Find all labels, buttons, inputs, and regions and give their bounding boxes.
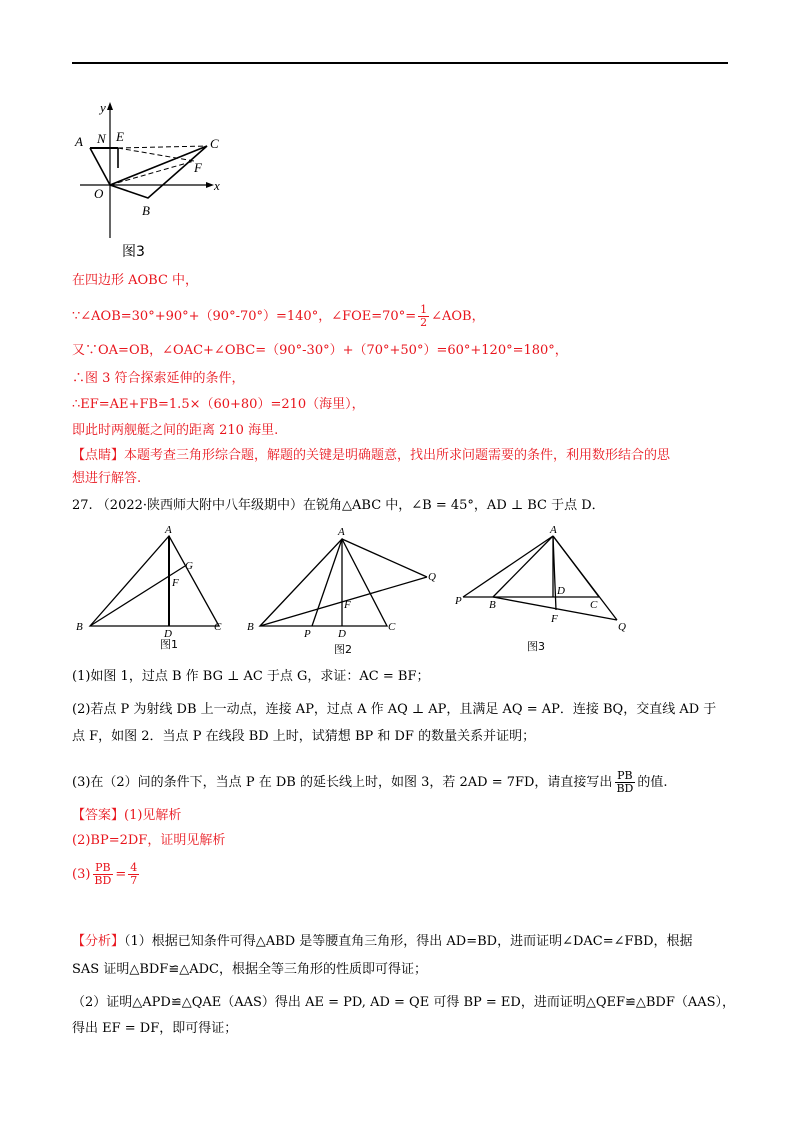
- svg-text:C: C: [590, 599, 598, 611]
- fig1-caption: 图1: [160, 638, 178, 651]
- q27-figure-3: [455, 524, 635, 654]
- svg-text:C: C: [210, 136, 219, 151]
- svg-text:N: N: [97, 131, 106, 146]
- svg-text:F: F: [194, 160, 202, 175]
- q27-part-3: (3)在（2）问的条件下，当点 P 在 DB 的延长线上时，如图 3，若 2AD = 7FD，请直接写出 $\frac{PB}{BD}$ 的值.: [72, 769, 668, 795]
- svg-text:P: P: [304, 628, 311, 640]
- svg-text:D: D: [557, 585, 565, 597]
- solution-line-2: ∵∠AOB=30°+90°+（90°-70°）=140°，∠FOE=70°= $\frac{1}{2}$ ∠AOB，: [72, 303, 485, 329]
- answer-3: (3) $\frac{PB}{BD}$ = $\frac{4}{7}$: [72, 861, 138, 887]
- svg-text:C: C: [214, 621, 222, 633]
- svg-text:B: B: [76, 621, 83, 633]
- dianjing-line-1: 【点睛】本题考查三角形综合题，解题的关键是明确题意，找出所求问题需要的条件，利用数形结合的思: [72, 448, 671, 463]
- fig2-caption: 图2: [334, 643, 352, 654]
- svg-text:Q: Q: [618, 621, 626, 633]
- question-27-intro: 27. （2022·陕西师大附中八年级期中）在锐角△ABC 中，∠B = 45°，AD ⊥ BC 于点 D．: [72, 498, 605, 513]
- label-y: y: [100, 100, 106, 115]
- svg-text:F: F: [172, 577, 179, 589]
- q27-part-1: (1)如图 1，过点 B 作 BG ⊥ AC 于点 G，求证：AC = BF；: [72, 669, 430, 684]
- svg-text:P: P: [455, 595, 462, 607]
- dianjing-line-2: 想进行解答.: [72, 471, 142, 486]
- svg-text:A: A: [550, 524, 557, 536]
- fraction-pb-bd: $\frac{PB}{BD}$: [616, 769, 634, 795]
- svg-text:B: B: [142, 203, 150, 218]
- svg-text:C: C: [388, 621, 396, 633]
- svg-text:A: A: [75, 134, 83, 149]
- figure-3-caption: 图3: [122, 244, 145, 260]
- solution-line-4: ∴图 3 符合探索延伸的条件，: [72, 371, 245, 386]
- solution-line-1: 在四边形 AOBC 中，: [72, 273, 199, 288]
- analysis-line-3: （2）证明△APD≌△QAE（AAS）得出 AE = PD, AD = QE 可得 BP = ED，进而证明△QEF≌△BDF（AAS），: [72, 995, 736, 1010]
- solution-line-3: 又∵OA=OB，∠OAC+∠OBC=（90°-30°）+（70°+50°）=60°+120°=180°，: [72, 343, 568, 358]
- answer-tag: 【答案】(1)见解析: [72, 808, 182, 823]
- svg-text:F: F: [344, 599, 351, 611]
- svg-text:D: D: [338, 628, 346, 640]
- q27-figure-1: [72, 524, 242, 654]
- solution-line-5: ∴EF=AE+FB=1.5×（60+80）=210（海里），: [72, 397, 365, 412]
- svg-text:F: F: [551, 613, 558, 625]
- analysis-line-4: 得出 EF = DF，即可得证；: [72, 1021, 238, 1036]
- analysis-line-2: SAS 证明△BDF≌△ADC，根据全等三角形的性质即可得证；: [72, 962, 427, 977]
- dianjing-tag: 【点睛】: [72, 448, 125, 463]
- answer-2: (2)BP=2DF，证明见解析: [72, 833, 226, 848]
- analysis-tag: 【分析】: [72, 934, 125, 949]
- fraction-half: $\frac{1}{2}$: [420, 303, 428, 329]
- svg-text:B: B: [247, 621, 254, 633]
- label-x: x: [214, 178, 220, 193]
- svg-text:D: D: [164, 628, 172, 640]
- svg-text:G: G: [185, 560, 193, 572]
- figure-3-coordinate: [72, 98, 232, 263]
- fig3-caption: 图3: [527, 640, 545, 653]
- svg-text:A: A: [338, 526, 345, 538]
- header-rule: [72, 62, 728, 64]
- q27-part-2-line-1: (2)若点 P 为射线 DB 上一动点，连接 AP，过点 A 作 AQ ⊥ AP，且满足 AQ = AP．连接 BQ，交直线 AD 于: [72, 702, 717, 717]
- svg-text:B: B: [489, 599, 496, 611]
- q27-figure-2: [242, 524, 442, 654]
- svg-text:A: A: [165, 524, 172, 536]
- solution-line-6: 即此时两舰艇之间的距离 210 海里.: [72, 423, 279, 438]
- svg-text:E: E: [116, 129, 124, 144]
- q27-part-2-line-2: 点 F，如图 2．当点 P 在线段 BD 上时，试猜想 BP 和 DF 的数量关系并证明；: [72, 729, 536, 744]
- analysis-line-1: 【分析】（1）根据已知条件可得△ABD 是等腰直角三角形，得出 AD=BD，进而证明∠DAC=∠FBD，根据: [72, 934, 693, 949]
- svg-text:O: O: [94, 186, 104, 201]
- svg-text:Q: Q: [428, 571, 436, 583]
